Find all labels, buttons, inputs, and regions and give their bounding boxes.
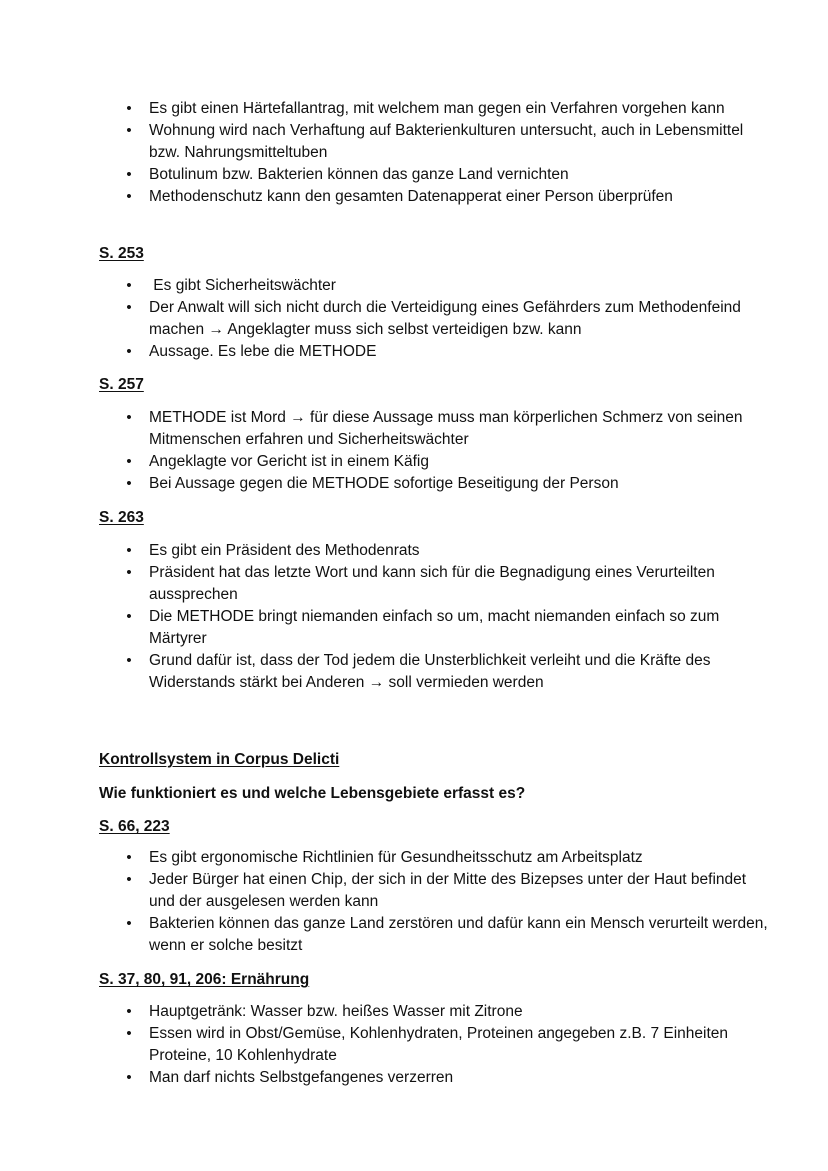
bullet-icon: • <box>126 453 132 470</box>
chapter-question: Wie funktioniert es und welche Lebensgebiete erfasst es? <box>99 785 526 802</box>
list-item: • Der Anwalt will sich nicht durch die Verteidigung eines Gefährders zum Methodenfeind machen → Angeklagter muss sich selbst verteidigen bzw. kann <box>0 297 828 341</box>
section-heading-s263: S. 263 <box>99 509 144 526</box>
section-heading-s253: S. 253 <box>99 245 144 262</box>
bullet-icon: • <box>126 608 132 625</box>
list-item: • Präsident hat das letzte Wort und kann sich für die Begnadigung eines Verurteilten aussprechen <box>0 562 828 606</box>
bullet-list-s263 <box>0 540 828 694</box>
list-item: • Aussage. Es lebe die METHODE <box>0 341 828 363</box>
list-item: • Es gibt ein Präsident des Methodenrats <box>0 540 828 562</box>
list-item: • Botulinum bzw. Bakterien können das ganze Land vernichten <box>0 164 828 186</box>
bullet-list-s257 <box>0 407 828 495</box>
bullet-icon: • <box>126 871 132 888</box>
bullet-list-s253 <box>0 275 828 363</box>
list-item: • Es gibt ergonomische Richtlinien für Gesundheitsschutz am Arbeitsplatz <box>0 847 828 869</box>
list-item: • Es gibt Sicherheitswächter <box>0 275 828 297</box>
bullet-icon: • <box>126 542 132 559</box>
bullet-icon: • <box>126 564 132 581</box>
bullet-icon: • <box>126 343 132 360</box>
bullet-icon: • <box>126 849 132 866</box>
bullet-icon: • <box>126 1025 132 1042</box>
bullet-icon: • <box>126 915 132 932</box>
bullet-icon: • <box>126 652 132 669</box>
bullet-list-top <box>0 98 828 208</box>
section-heading-s66: S. 66, 223 <box>99 818 170 835</box>
bullet-icon: • <box>126 475 132 492</box>
list-item: • Wohnung wird nach Verhaftung auf Bakterienkulturen untersucht, auch in Lebensmittel bzw. Nahrungsmitteltuben <box>0 120 828 164</box>
list-item: • Man darf nichts Selbstgefangenes verzerren <box>0 1067 828 1089</box>
bullet-icon: • <box>126 166 132 183</box>
bullet-list-ernaehrung <box>0 1001 828 1089</box>
bullet-icon: • <box>126 277 132 294</box>
list-item: • Die METHODE bringt niemanden einfach so um, macht niemanden einfach so zum Märtyrer <box>0 606 828 650</box>
list-item: • Hauptgetränk: Wasser bzw. heißes Wasser mit Zitrone <box>0 1001 828 1023</box>
chapter-title: Kontrollsystem in Corpus Delicti <box>99 751 340 768</box>
list-item: • Es gibt einen Härtefallantrag, mit welchem man gegen ein Verfahren vorgehen kann <box>0 98 828 120</box>
list-item: • Essen wird in Obst/Gemüse, Kohlenhydraten, Proteinen angegeben z.B. 7 Einheiten Proteine, 10 Kohlenhydrate <box>0 1023 828 1067</box>
list-item: • Angeklagte vor Gericht ist in einem Käfig <box>0 451 828 473</box>
bullet-icon: • <box>126 299 132 316</box>
bullet-icon: • <box>126 1069 132 1086</box>
bullet-icon: • <box>126 122 132 139</box>
section-heading-ernaehrung: S. 37, 80, 91, 206: Ernährung <box>99 971 310 988</box>
list-item: • METHODE ist Mord → für diese Aussage muss man körperlichen Schmerz von seinen Mitmenschen erfahren und Sicherheitswächter <box>0 407 828 451</box>
list-item: • Bei Aussage gegen die METHODE sofortige Beseitigung der Person <box>0 473 828 495</box>
section-heading-s257: S. 257 <box>99 376 144 393</box>
list-item: • Jeder Bürger hat einen Chip, der sich in der Mitte des Bizepses unter der Haut befindet und der ausgelesen werden kann <box>0 869 828 913</box>
bullet-icon: • <box>126 100 132 117</box>
bullet-icon: • <box>126 188 132 205</box>
bullet-list-s66 <box>0 847 828 957</box>
bullet-icon: • <box>126 409 132 426</box>
list-item: • Methodenschutz kann den gesamten Datenapperat einer Person überprüfen <box>0 186 828 208</box>
list-item: • Bakterien können das ganze Land zerstören und dafür kann ein Mensch verurteilt werden, wenn er solche besitzt <box>0 913 828 957</box>
bullet-icon: • <box>126 1003 132 1020</box>
list-item: • Grund dafür ist, dass der Tod jedem die Unsterblichkeit verleiht und die Kräfte des Widerstands stärkt bei Anderen → soll vermieden werden <box>0 650 828 694</box>
